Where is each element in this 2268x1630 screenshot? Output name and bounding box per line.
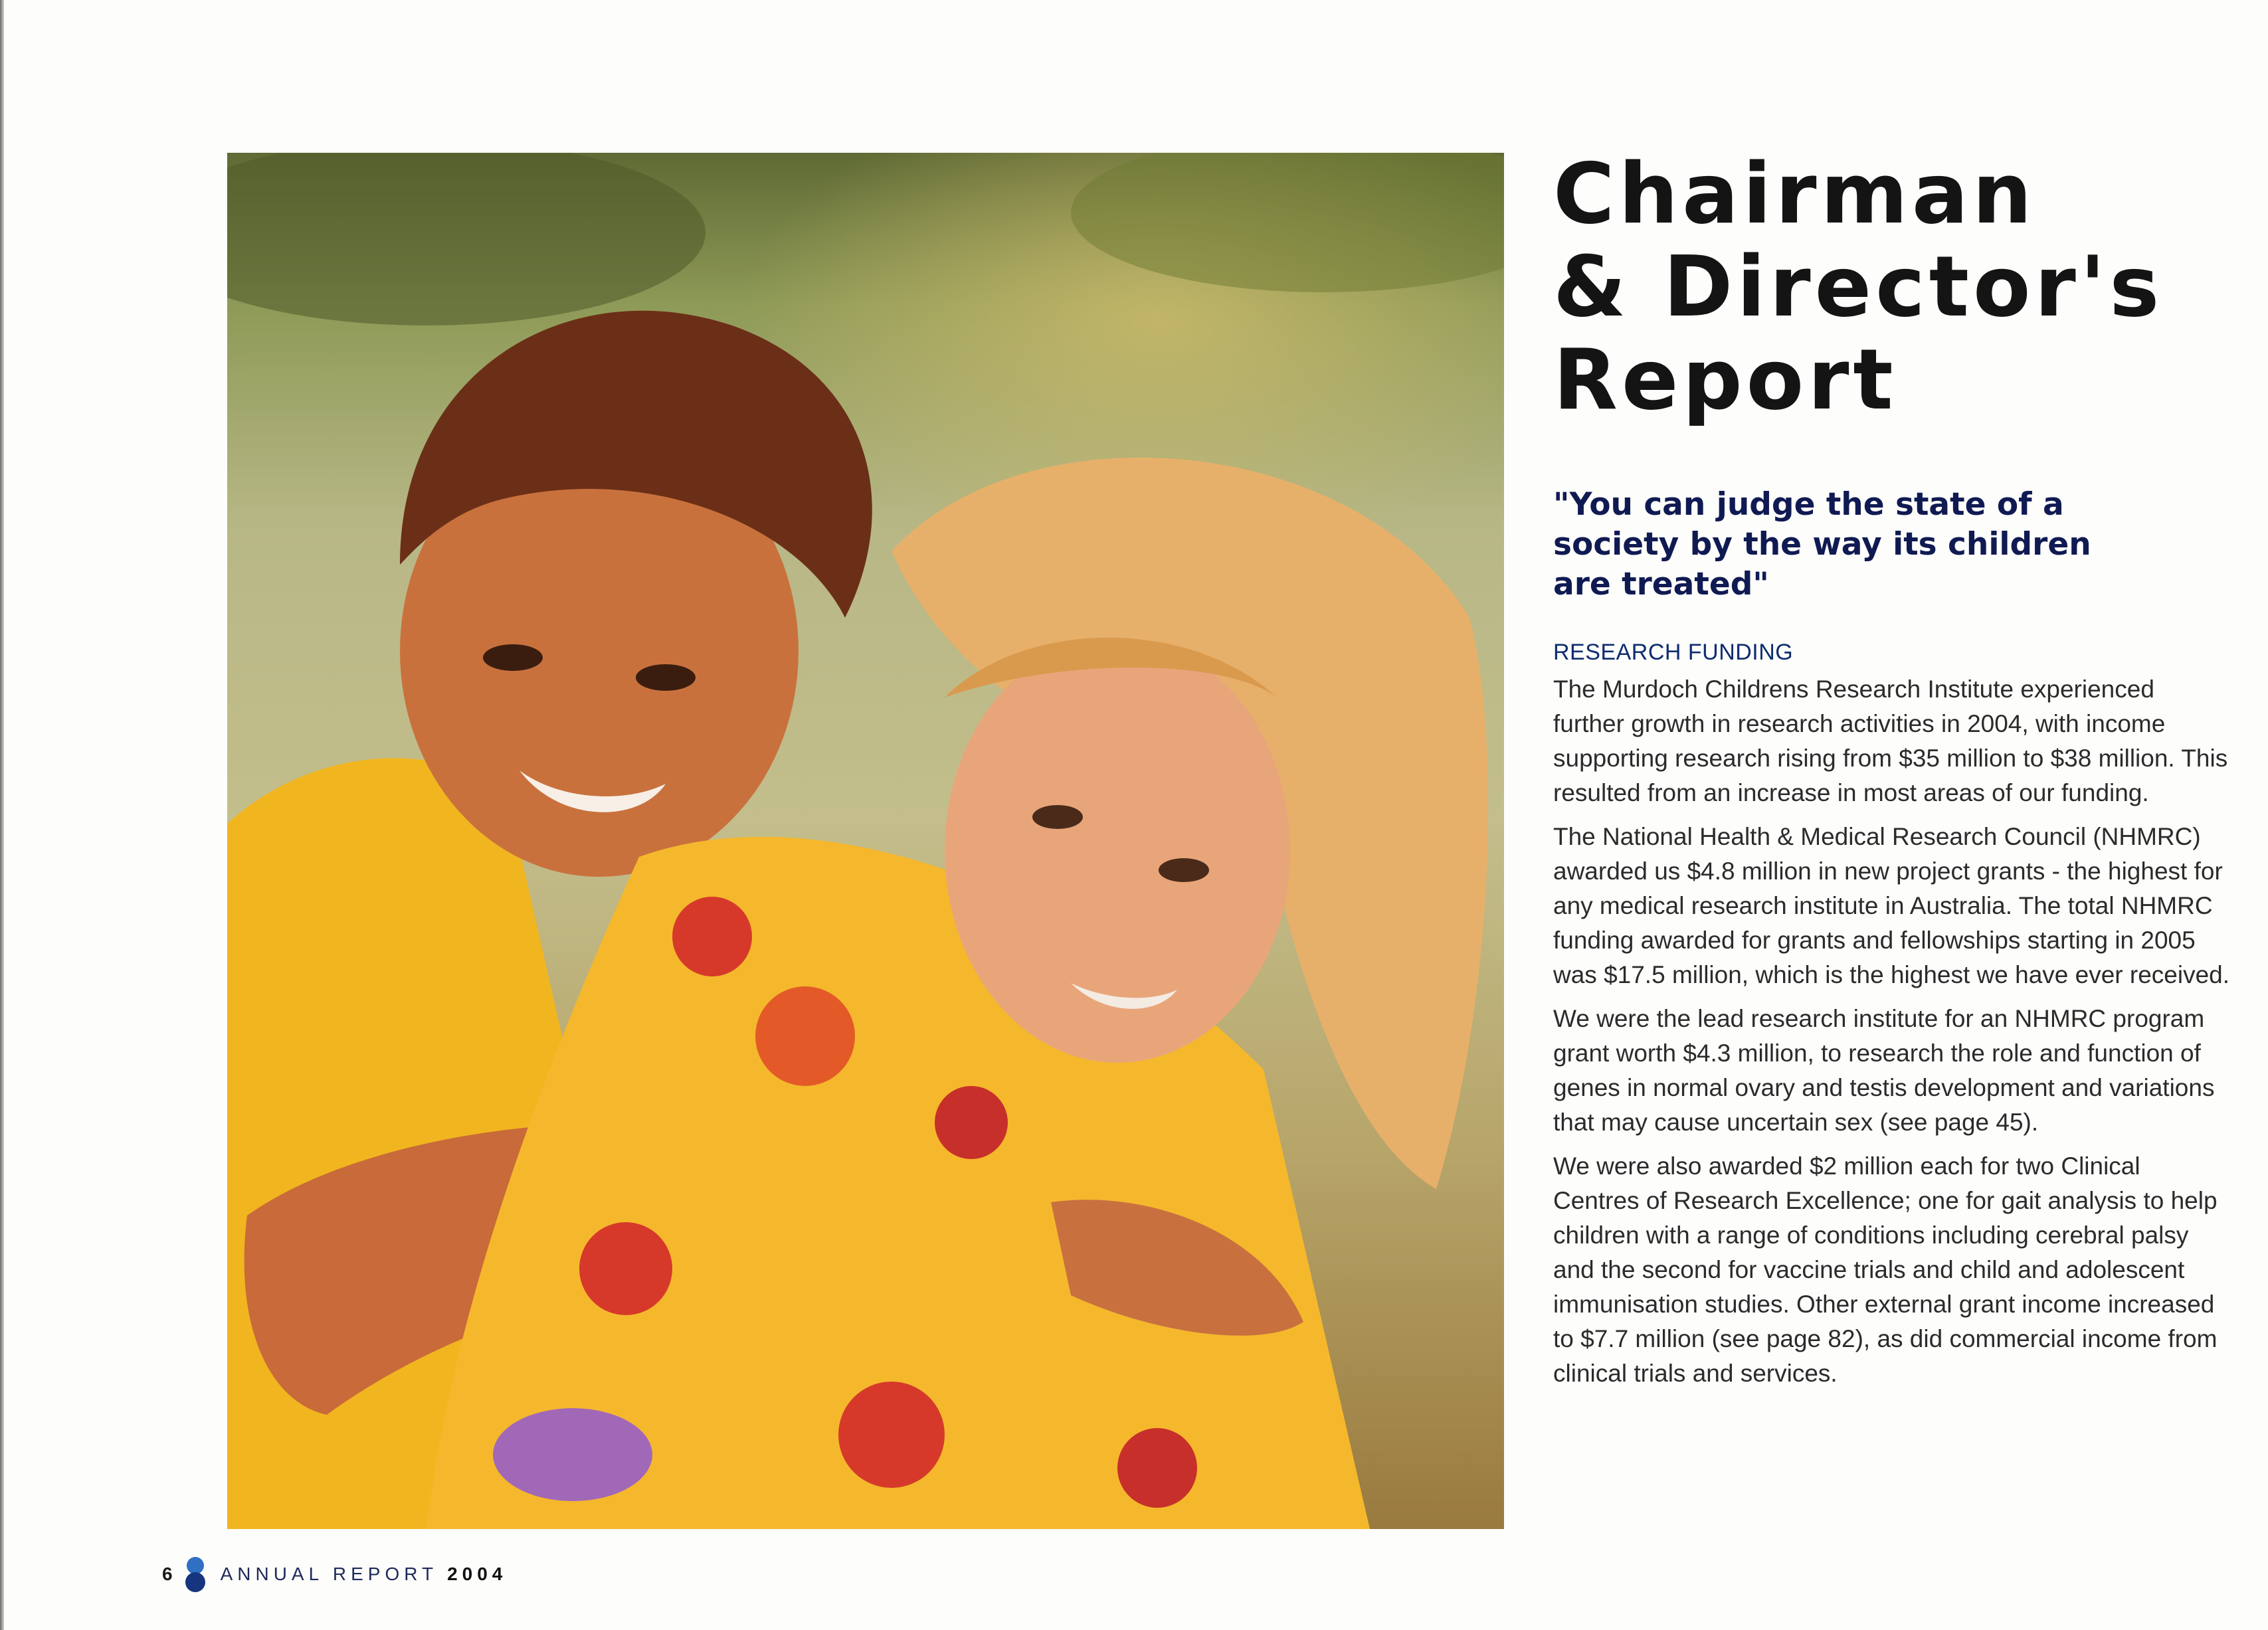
children-illustration — [227, 153, 1504, 1529]
footer-year: 2004 — [447, 1564, 508, 1584]
paragraph: The Murdoch Childrens Research Institute experienced further growth in research activities in 2004, with income supporting research rising from $35 million to $38 million. This resulted from an increase in most areas of our funding. — [1553, 676, 2228, 806]
pull-quote: "You can judge the state of a society by the way its children are treated" — [1553, 486, 2091, 602]
section-heading: RESEARCH FUNDING — [1553, 640, 1794, 665]
report-title — [1553, 147, 2218, 426]
page-number: 6 — [162, 1564, 173, 1584]
institute-logo-icon — [182, 1556, 209, 1593]
page-spine-shadow — [0, 0, 4, 1630]
page-footer — [162, 1556, 507, 1593]
paragraph: The National Health & Medical Research Council (NHMRC) awarded us $4.8 million in new project grants - the highest for any medical research institute in Australia. The total NHMRC funding awarded for grants and fellowships starting in 2005 was $17.5 million, which is the highest we have ever received. — [1553, 823, 2230, 988]
paragraph: We were also awarded $2 million each for two Clinical Centres of Research Excellence; one for gait analysis to help children with a range of conditions including cerebral palsy and the second for vaccine trials and child and adolescent immunisation studies. Other external grant income increased to $7.7 million (see page 82), as did commercial income from clinical trials and services. — [1553, 1152, 2218, 1387]
title-line-2: & Director's — [1553, 238, 2164, 335]
title-line-1: Chairman — [1553, 145, 2036, 242]
footer-label: ANNUAL REPORT — [220, 1564, 438, 1584]
title-line-3: Report — [1553, 331, 1897, 428]
body-text — [1553, 672, 2231, 1400]
children-photo — [227, 153, 1504, 1529]
paragraph: We were the lead research institute for an NHMRC program grant worth $4.3 million, to research the role and function of genes in normal ovary and testis development and variations that may cause uncertain sex (see page 45). — [1553, 1005, 2215, 1136]
